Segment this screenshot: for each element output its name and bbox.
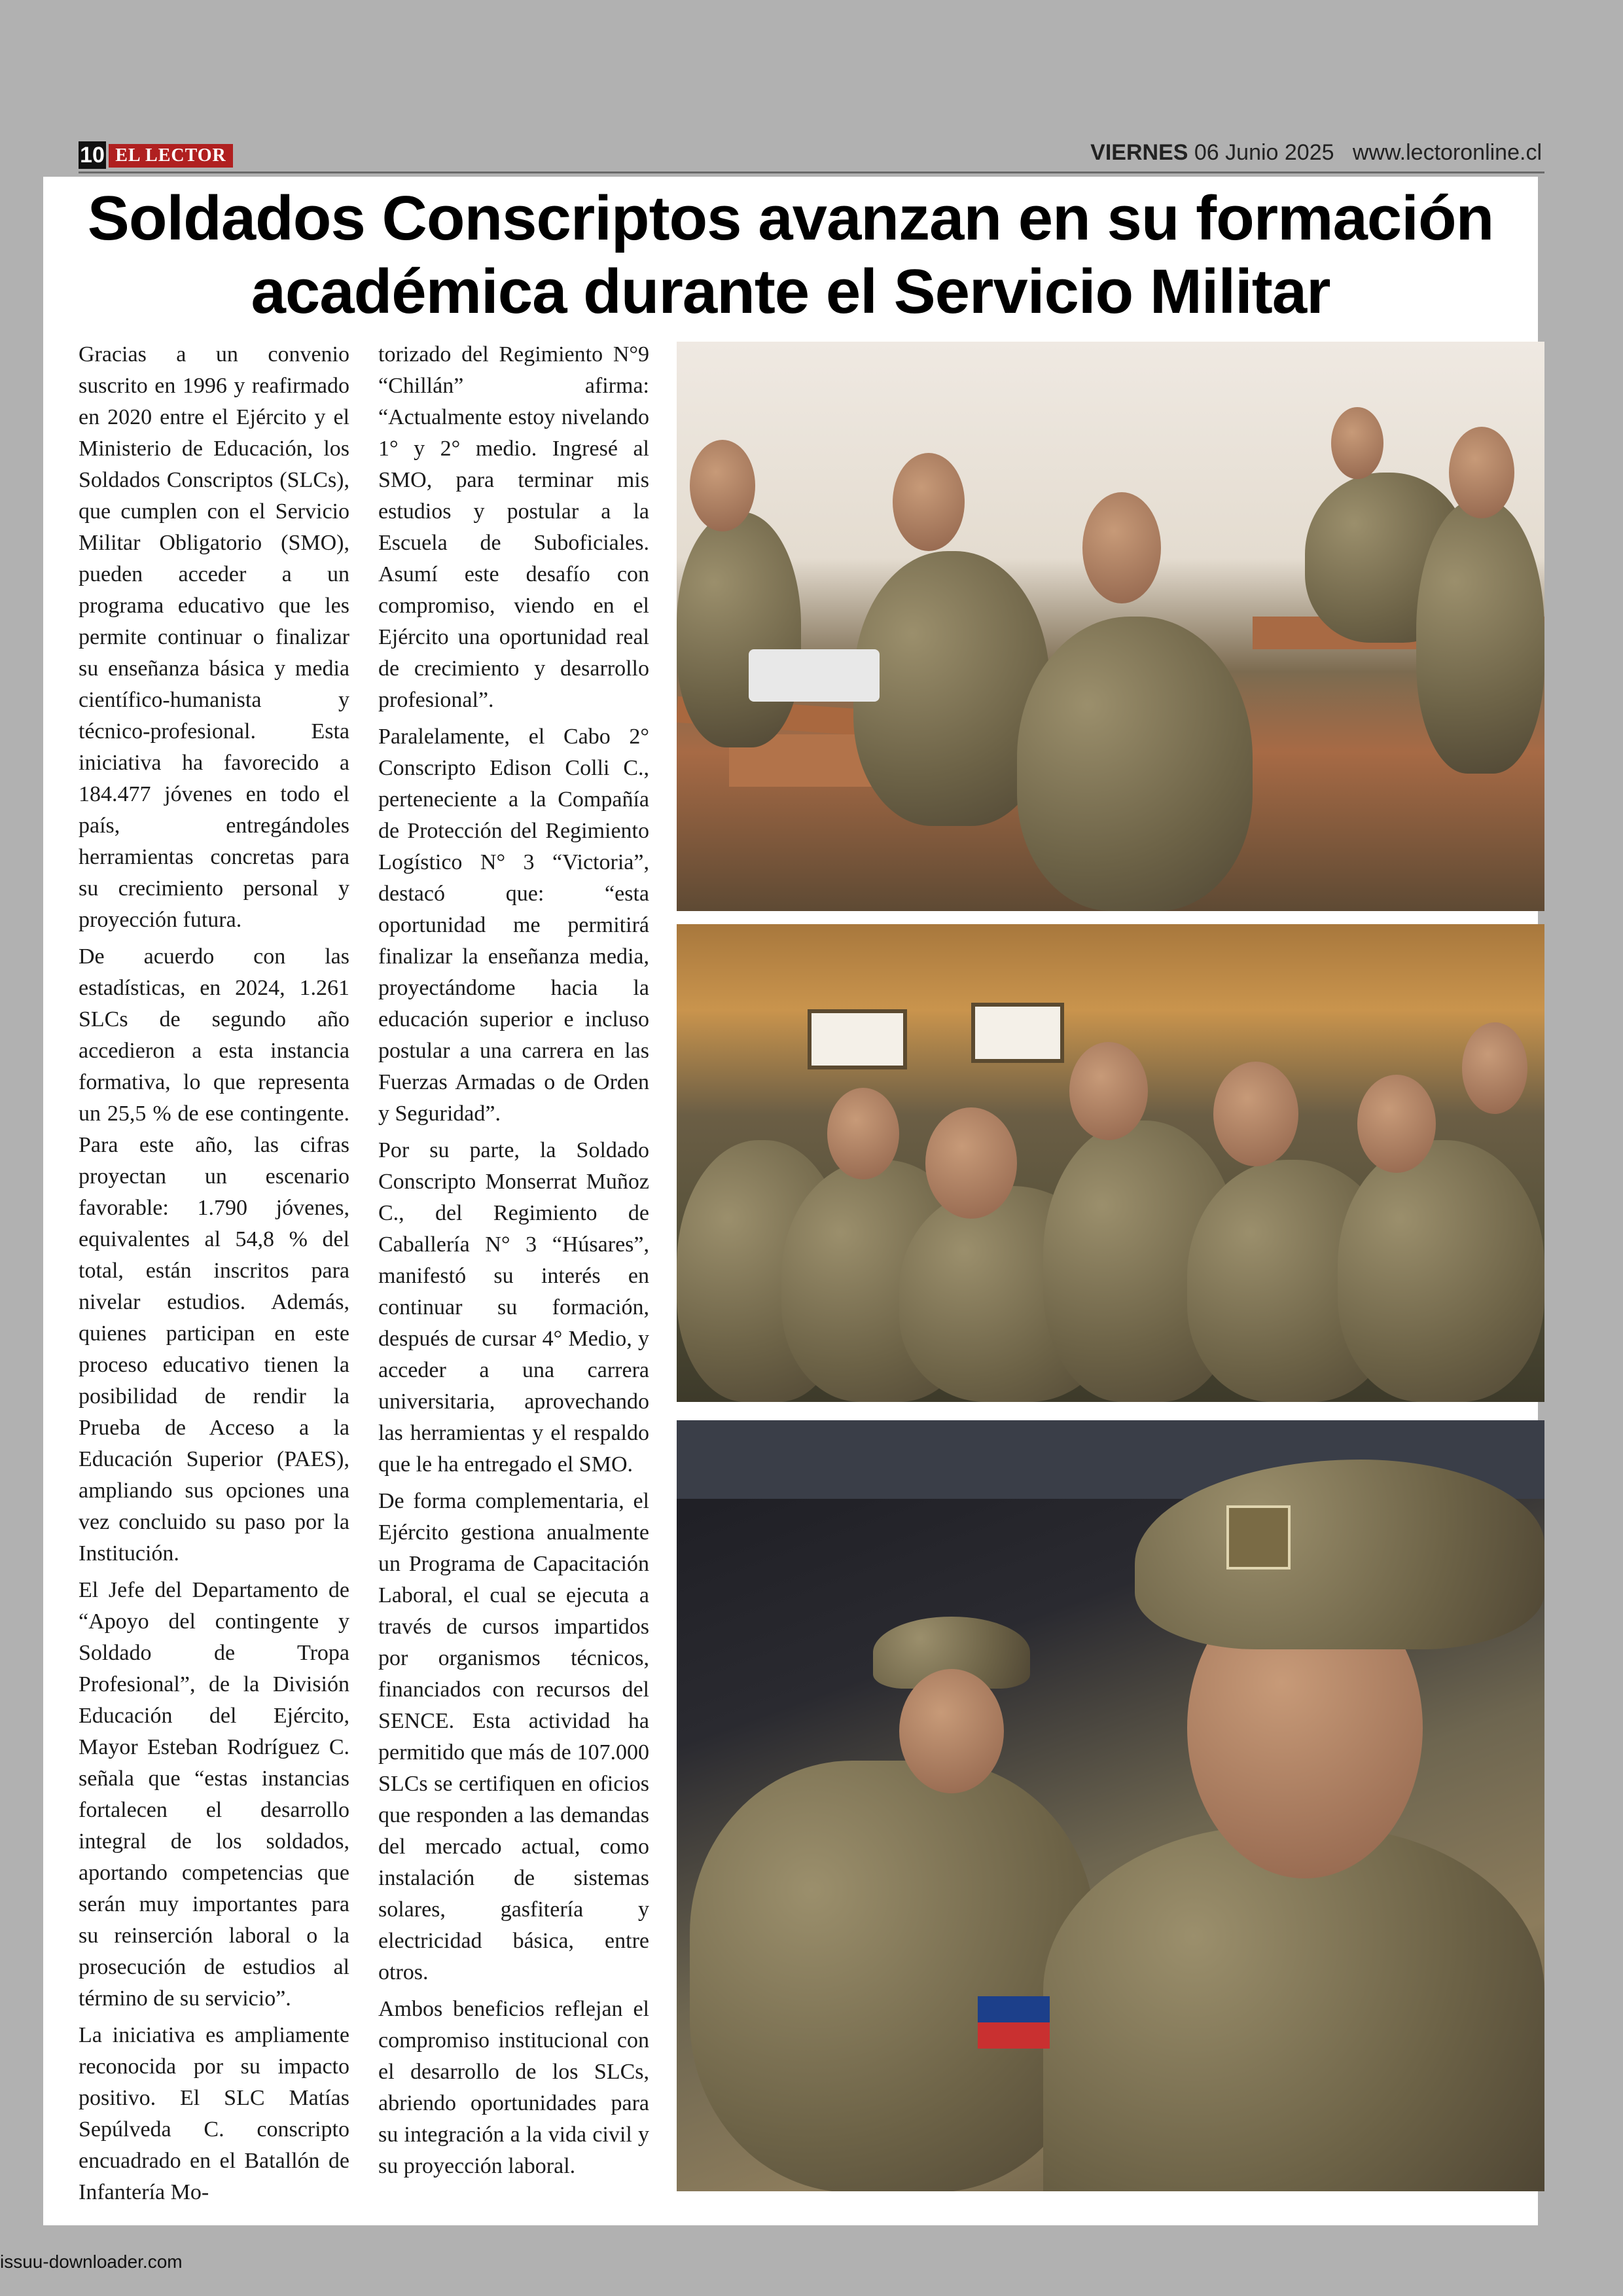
projector-shape [749,649,880,702]
soldier-head [1462,1022,1527,1114]
soldier-shape [1017,617,1253,911]
soldier-shape [677,512,801,747]
photo-classroom [677,342,1544,911]
soldier-head [893,453,965,551]
flag-patch [978,1996,1050,2049]
date-label: 06 Junio 2025 [1194,140,1334,165]
paragraph: Ambos beneficios reflejan el compromiso institucional con el desarrollo de los SLCs, abriendo oportunidades para su integración a la vida civil y su proyección laboral. [378,1997,649,2178]
soldier-head [1449,427,1514,518]
photo-soldier-closeup [677,1420,1544,2191]
dateline [1090,140,1542,166]
cap-badge [1226,1505,1291,1570]
window-shape [808,1009,907,1069]
paragraph: El Jefe del Departamento de “Apoyo del contingente y Soldado de Tropa Profesional”, de la División Educación del Ejército, Mayor Esteban Rodríguez C. señala que “estas instancias fortalecen el desarrollo integral de los soldados, aportando competencias que serán muy importantes para su reinserción laboral o la prosecución de estudios al término de su servicio”. [79,1578,349,2011]
soldier-head [925,1107,1017,1219]
day-label: VIERNES [1090,140,1188,165]
footer-watermark: issuu-downloader.com [0,2251,183,2272]
paragraph: De acuerdo con las estadísticas, en 2024, 1.261 SLCs de segundo año accedieron a esta instancia formativa, lo que representa un 25,5 % de ese contingente. Para este año, las cifras proyectan un escenario favorable: 1.790 jóvenes, equivalentes al 54,8 % del total, están inscritos para nivelar estudios. Además, quienes participan en este proceso educativo tienen la posibilidad de rendir la Prueba de Acceso a la Educación Superior (PAES), ampliando sus opciones una vez concluido su paso por la Institución. [79,944,349,1566]
soldier-head [1213,1062,1298,1166]
article-page [43,177,1538,2225]
soldier-shape [690,1761,1096,2191]
photo-formation [677,924,1544,1402]
soldier-shape [1338,1140,1544,1402]
website-label: www.lectoronline.cl [1352,140,1542,165]
paragraph: Gracias a un convenio suscrito en 1996 y reafirmado en 2020 entre el Ejército y el Ministerio de Educación, los Soldados Conscriptos (SLCs), que cumplen con el Servicio Militar Obligatorio (SMO), pueden acceder a un programa educativo que les permite continuar o finalizar su enseñanza básica y media científico-humanista y técnico-profesional. Esta iniciativa ha favorecido a 184.477 jóvenes en todo el país, entregándoles herramientas concretas para su crecimiento personal y proyección futura. [79,342,349,932]
soldier-shape [1043,1826,1544,2191]
soldier-head [827,1088,899,1179]
soldier-shape [1416,499,1544,774]
soldier-head [1082,492,1161,603]
article-column-2 [378,339,649,2187]
paragraph: Paralelamente, el Cabo 2° Conscripto Edison Colli C., perteneciente a la Compañía de Protección del Regimiento Logístico N° 3 “Victoria”, destacó que: “esta oportunidad me permitirá finalizar la enseñanza media, proyectándome hacia la educación superior e incluso postular a una carrera en las Fuerzas Armadas o de Orden y Seguridad”. [378,725,649,1126]
window-shape [971,1003,1064,1063]
paragraph: De forma complementaria, el Ejército gestiona anualmente un Programa de Capacitación Laboral, el cual se ejecuta a través de cursos impartidos por organismos técnicos, financiados con recursos del SENCE. Esta actividad ha permitido que más de 107.000 SLCs se certifiquen en oficios que responden a las demandas del mercado actual, como instalación de sistemas solares, gasfitería y electricidad básica, entre otros. [378,1489,649,1984]
paragraph: torizado del Regimiento N°9 “Chillán” afirma: “Actualmente estoy nivelando 1° y 2° medio. Ingresé al SMO, para terminar mis estudios y postular a la Escuela de Suboficiales. Asumí este desafío con compromiso, viendo en el Ejército una oportunidad real de crecimiento y desarrollo profesional”. [378,342,649,712]
paragraph: Por su parte, la Soldado Conscripto Monserrat Muñoz C., del Regimiento de Caballería N° 3 “Húsares”, manifestó su interés en continuar su formación, después de cursar 4° Medio, y acceder a una carrera universitaria, aprovechando las herramientas y el respaldo que le ha entregado el SMO. [378,1138,649,1477]
masthead-logo: EL LECTOR [109,144,233,168]
soldier-head [1357,1075,1436,1173]
article-column-1 [79,339,349,2214]
soldier-head [899,1669,1004,1793]
headline-line-2: académica durante el Servicio Militar [251,257,1330,327]
headline-line-1: Soldados Conscriptos avanzan en su formación [87,183,1494,253]
page-number: 10 [79,141,106,169]
headline [43,182,1538,329]
paragraph: La iniciativa es ampliamente reconocida por su impacto positivo. El SLC Matías Sepúlveda C. conscripto encuadrado en el Batallón de Infantería Mo- [79,2023,349,2204]
page-header [79,140,1544,173]
soldier-head [1069,1042,1148,1140]
soldier-head [690,440,755,531]
soldier-head [1331,407,1383,479]
